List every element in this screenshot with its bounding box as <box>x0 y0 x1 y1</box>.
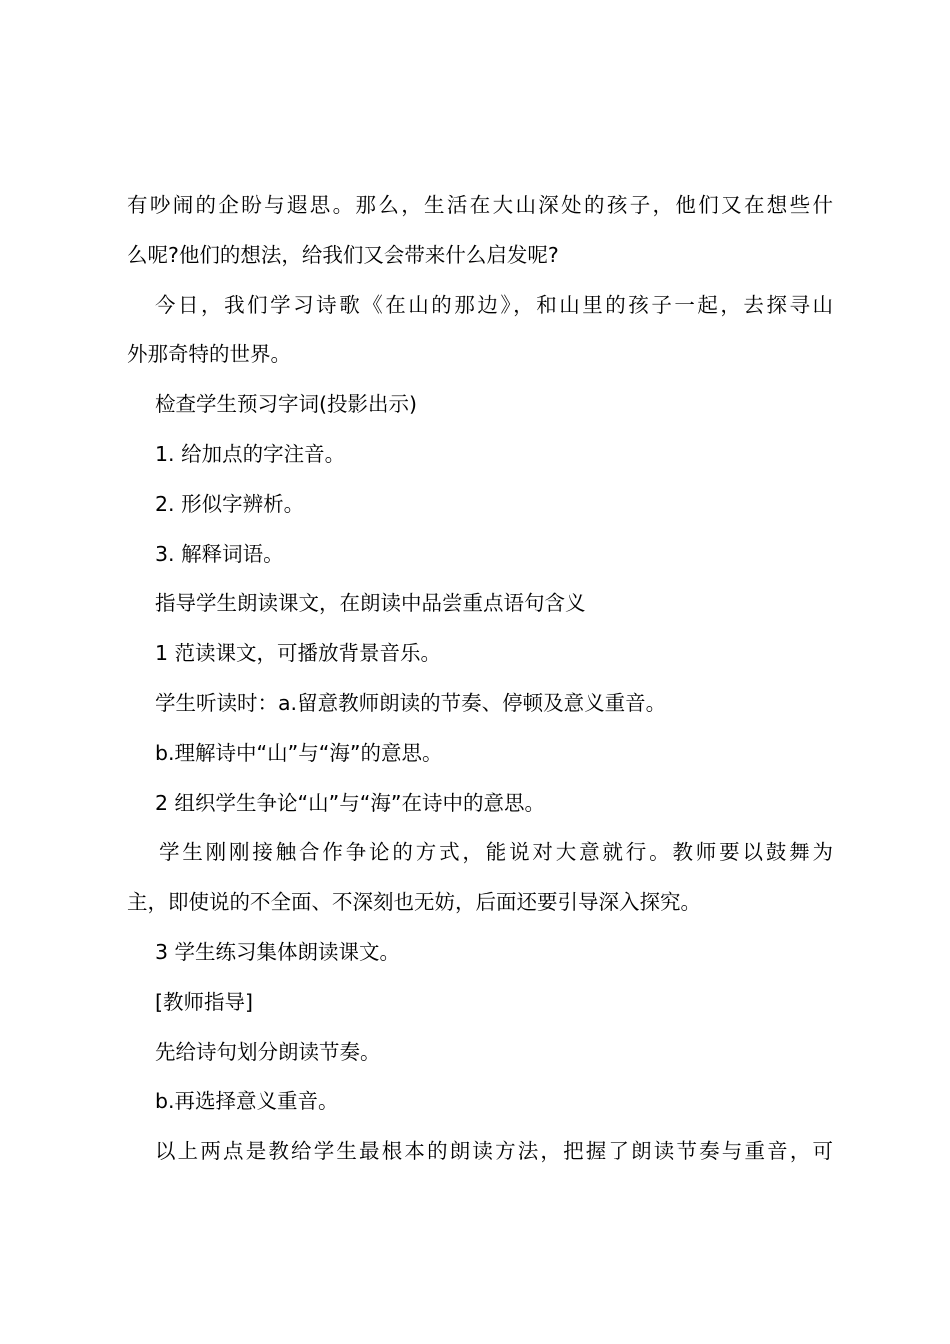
list-item: 1. 给加点的字注音。 <box>155 441 346 466</box>
text-line: 先给诗句划分朗读节奏。 <box>155 1039 381 1064</box>
body-text <box>127 181 833 1177</box>
list-item: 1 范读课文，可播放背景音乐。 <box>155 641 442 666</box>
text-line: 主，即使说的不全面、不深刻也无妨，后面还要引导深入探究。 <box>127 890 701 915</box>
section-heading: 检查学生预习字词(投影出示) <box>155 392 417 417</box>
list-item: 3 学生练习集体朗读课文。 <box>155 939 401 964</box>
text-line: 学生听读时：a.留意教师朗读的节奏、停顿及意义重音。 <box>155 690 667 715</box>
text-line: 学生刚刚接触合作争论的方式，能说对大意就行。教师要以鼓舞为 <box>159 840 833 865</box>
list-item: 3. 解释词语。 <box>155 541 284 566</box>
text-line: 以上两点是教给学生最根本的朗读方法，把握了朗读节奏与重音，可 <box>155 1139 833 1164</box>
list-item: 2 组织学生争论“山”与“海”在诗中的意思。 <box>155 790 546 815</box>
list-item: 2. 形似字辨析。 <box>155 491 305 516</box>
text-line: b.再选择意义重音。 <box>155 1089 339 1114</box>
text-line: 外那奇特的世界。 <box>127 342 291 367</box>
section-heading: 指导学生朗读课文，在朗读中品尝重点语句含义 <box>155 591 586 616</box>
text-line: 有吵闹的企盼与遐思。那么，生活在大山深处的孩子，他们又在想些什 <box>127 193 833 217</box>
text-line: 么呢?他们的想法，给我们又会带来什么启发呢? <box>127 242 559 267</box>
section-heading: [教师指导] <box>155 989 253 1014</box>
text-line: b.理解诗中“山”与“海”的意思。 <box>155 740 443 765</box>
text-line: 今日，我们学习诗歌《在山的那边》，和山里的孩子一起，去探寻山 <box>155 292 833 317</box>
